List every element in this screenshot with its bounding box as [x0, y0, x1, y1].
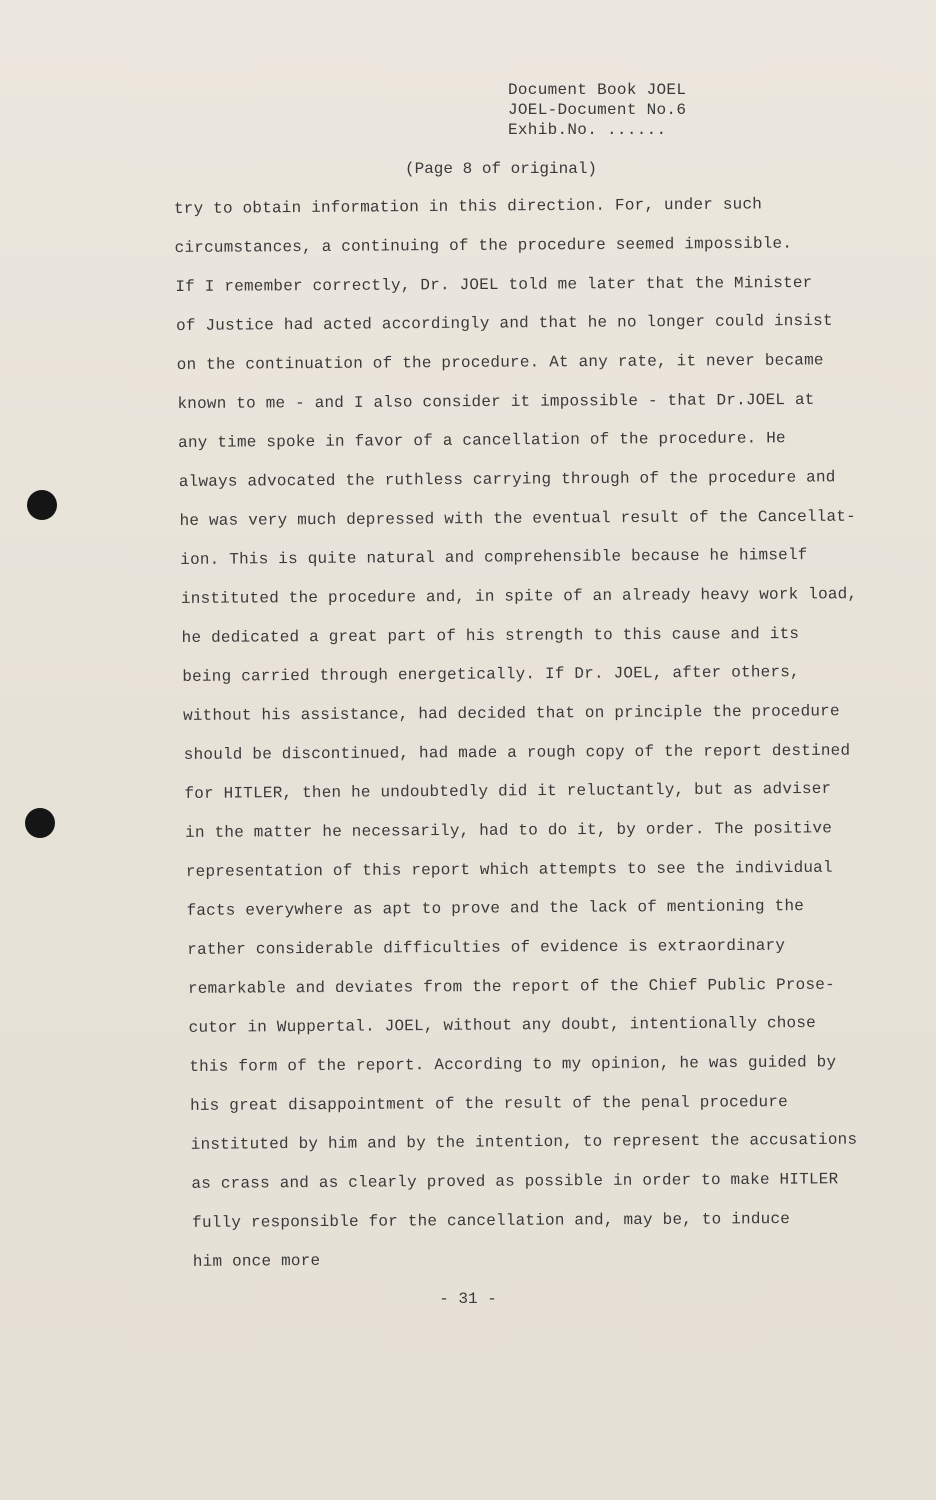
document-header	[508, 80, 686, 140]
body-line: instituted by him and by the intention, to represent the accusations	[190, 1130, 858, 1154]
body-line: his great disappointment of the result of the penal procedure	[189, 1093, 789, 1115]
body-line: ion. This is quite natural and comprehensible because he himself	[180, 546, 808, 569]
body-line: should be discontinued, had made a rough copy of the report destined	[183, 741, 851, 764]
body-line: known to me - and I also consider it impossible - that Dr.JOEL at	[177, 390, 815, 413]
body-line: on the continuation of the procedure. At any rate, it never became	[176, 351, 824, 374]
body-line: any time spoke in favor of a cancellation of the procedure. He	[178, 429, 786, 452]
original-page-reference: (Page 8 of original)	[405, 160, 598, 178]
page-number: - 31 -	[439, 1290, 497, 1308]
body-line: remarkable and deviates from the report of the Chief Public Prose-	[187, 975, 835, 998]
body-line: being carried through energetically. If Dr. JOEL, after others,	[182, 663, 800, 686]
body-line: of Justice had acted accordingly and that he no longer could insist	[175, 311, 833, 335]
body-line: this form of the report. According to my opinion, he was guided by	[189, 1053, 837, 1076]
body-line: without his assistance, had decided that on principle the procedure	[182, 702, 840, 725]
body-line: representation of this report which attempts to see the individual	[185, 858, 833, 881]
body-line: If I remember correctly, Dr. JOEL told me later that the Minister	[175, 273, 813, 296]
body-line: as crass and as clearly proved as possible in order to make HITLER	[191, 1170, 839, 1193]
header-exhibit-number: Exhib.No. ......	[508, 121, 667, 139]
header-document-number: JOEL-Document No.6	[508, 101, 687, 119]
body-text	[174, 196, 864, 1288]
punch-hole-bottom	[25, 808, 55, 838]
punch-hole-top	[27, 490, 57, 520]
body-line: circumstances, a continuing of the procedure seemed impossible.	[174, 234, 793, 257]
body-line: fully responsible for the cancellation and, may be, to induce	[192, 1210, 791, 1232]
body-line: always advocated the ruthless carrying through of the procedure and	[178, 468, 836, 491]
body-line: he was very much depressed with the eventual result of the Cancellat-	[179, 507, 856, 530]
body-line: rather considerable difficulties of evidence is extraordinary	[187, 936, 786, 959]
body-line: facts everywhere as apt to prove and the lack of mentioning the	[186, 897, 805, 920]
body-line: try to obtain information in this direction. For, under such	[173, 195, 763, 218]
body-line: he dedicated a great part of his strength to this cause and its	[181, 624, 800, 647]
body-line: for HITLER, then he undoubtedly did it reluctantly, but as adviser	[184, 779, 832, 803]
header-document-book: Document Book JOEL	[508, 81, 687, 99]
body-line: instituted the procedure and, in spite of an already heavy work load,	[180, 585, 858, 608]
body-line: cutor in Wuppertal. JOEL, without any doubt, intentionally chose	[188, 1013, 817, 1037]
body-line: him once more	[192, 1251, 321, 1271]
body-line: in the matter he necessarily, had to do it, by order. The positive	[185, 819, 833, 842]
